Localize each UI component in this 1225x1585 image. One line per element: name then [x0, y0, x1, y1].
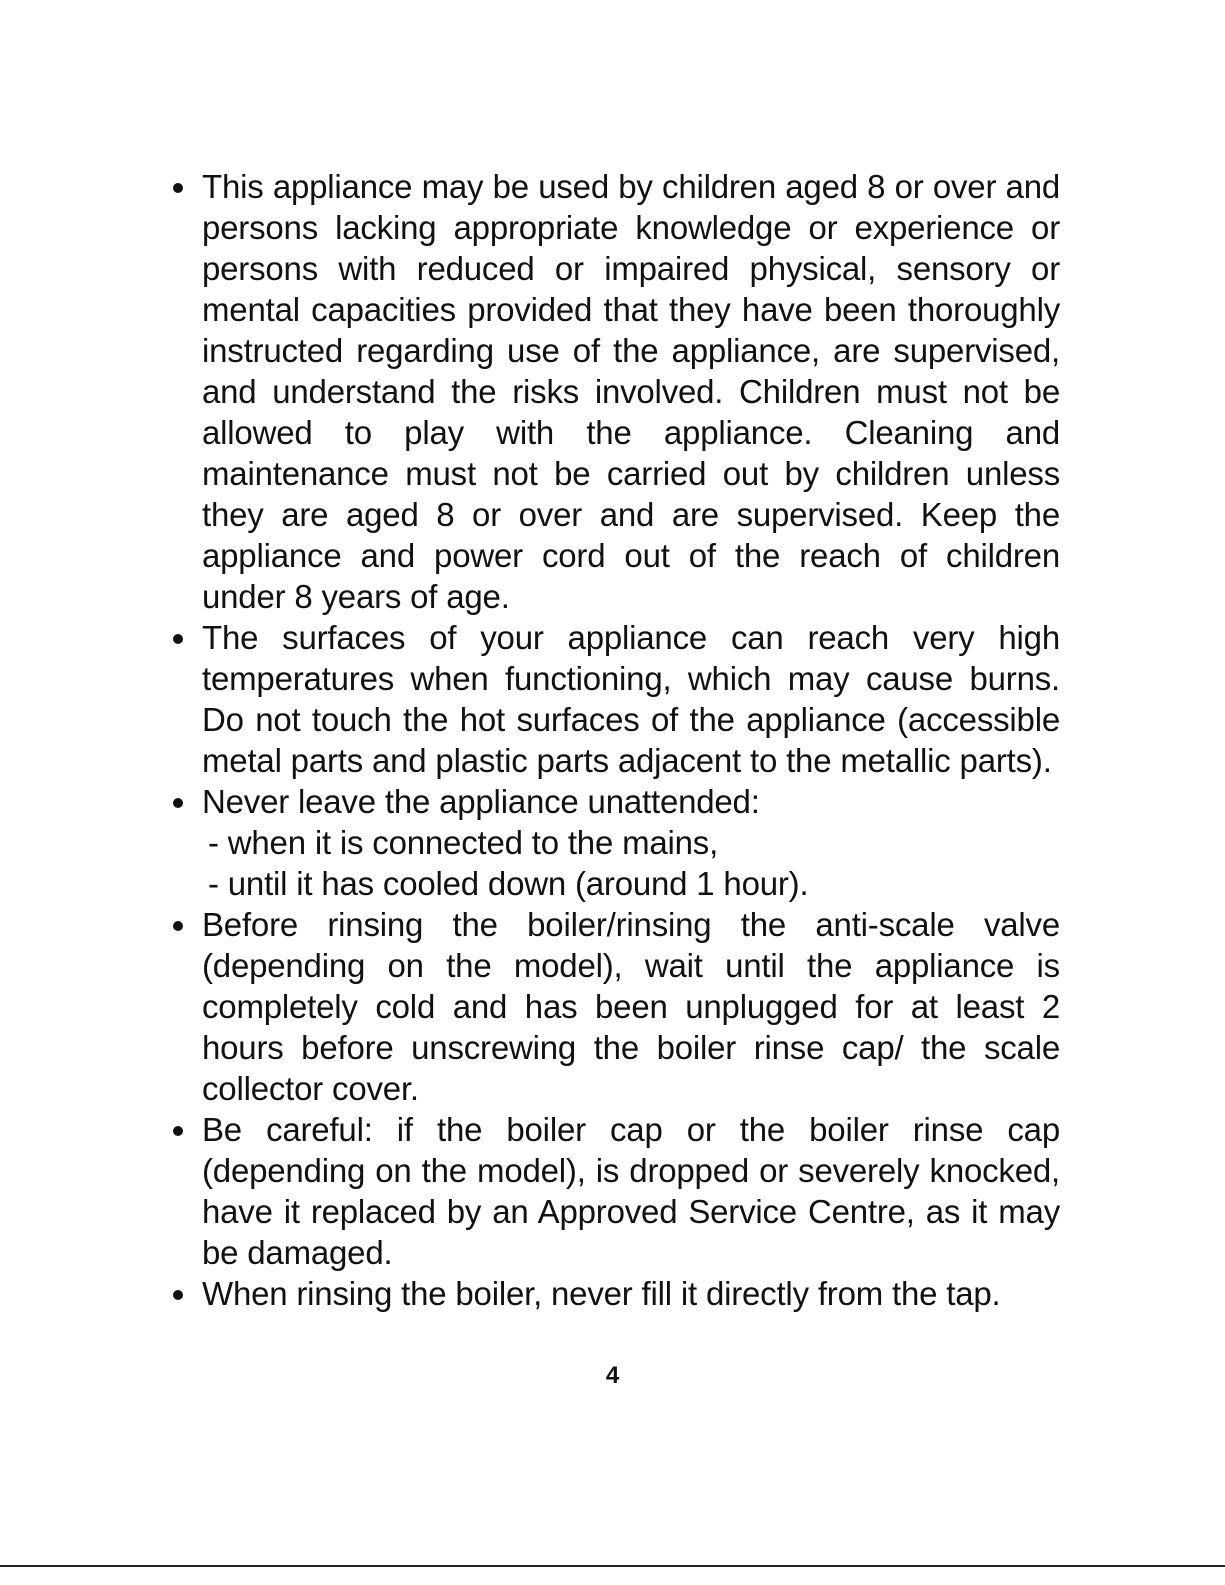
sub-item-cooled: - until it has cooled down (around 1 hour).	[208, 865, 809, 902]
bullet-text: Never leave the appliance unattended:	[202, 783, 760, 820]
bullet-text: This appliance may be used by children aged 8 or over and persons lacking appropriate knowledge or experience or persons with reduced or impaired physical, sensory or mental capacities provided that they have been thoroughly instructed regarding use of the appliance, are supervised, and understand the risks involved. Children must not be allowed to play with the appliance. Cleaning and maintenance must not be carried out by children unless they are aged 8 or over and are supervised. Keep the appliance and power cord out of the reach of children under 8 years of age.	[202, 168, 1060, 615]
bullet-dot-icon	[173, 183, 183, 193]
bullet-text: Before rinsing the boiler/rinsing the anti-scale valve (depending on the model), wait until the appliance is completely cold and has been unplugged for at least 2 hours before unscrewing the boiler rinse cap/ the scale collector cover.	[202, 906, 1060, 1107]
page-number: 4	[605, 1362, 620, 1389]
sub-item-mains: - when it is connected to the mains,	[208, 824, 719, 861]
safety-bullet-list	[170, 166, 1060, 1314]
bullet-text: When rinsing the boiler, never fill it directly from the tap.	[202, 1275, 1001, 1312]
bottom-divider	[0, 1565, 1225, 1567]
unattended-sub-list	[202, 822, 1060, 904]
bullet-dot-icon	[173, 634, 183, 644]
bullet-dot-icon	[173, 798, 183, 808]
bullet-item-unattended	[170, 781, 1060, 904]
bullet-item-hot-surfaces	[170, 617, 1060, 781]
bullet-item-children	[170, 166, 1060, 617]
bullet-text: The surfaces of your appliance can reach very high temperatures when functioning, which may cause burns. Do not touch the hot surfaces of the appliance (accessible metal parts and plastic parts adjacent to the metallic parts).	[202, 619, 1060, 779]
bullet-item-boiler-cap	[170, 1109, 1060, 1273]
bullet-item-tap	[170, 1273, 1060, 1314]
bullet-text: Be careful: if the boiler cap or the boiler rinse cap (depending on the model), is dropped or severely knocked, have it replaced by an Approved Service Centre, as it may be damaged.	[202, 1111, 1060, 1271]
safety-instructions	[170, 166, 1060, 1314]
bullet-dot-icon	[173, 1126, 183, 1136]
bullet-item-rinsing	[170, 904, 1060, 1109]
bullet-dot-icon	[173, 921, 183, 931]
bullet-dot-icon	[173, 1290, 183, 1300]
